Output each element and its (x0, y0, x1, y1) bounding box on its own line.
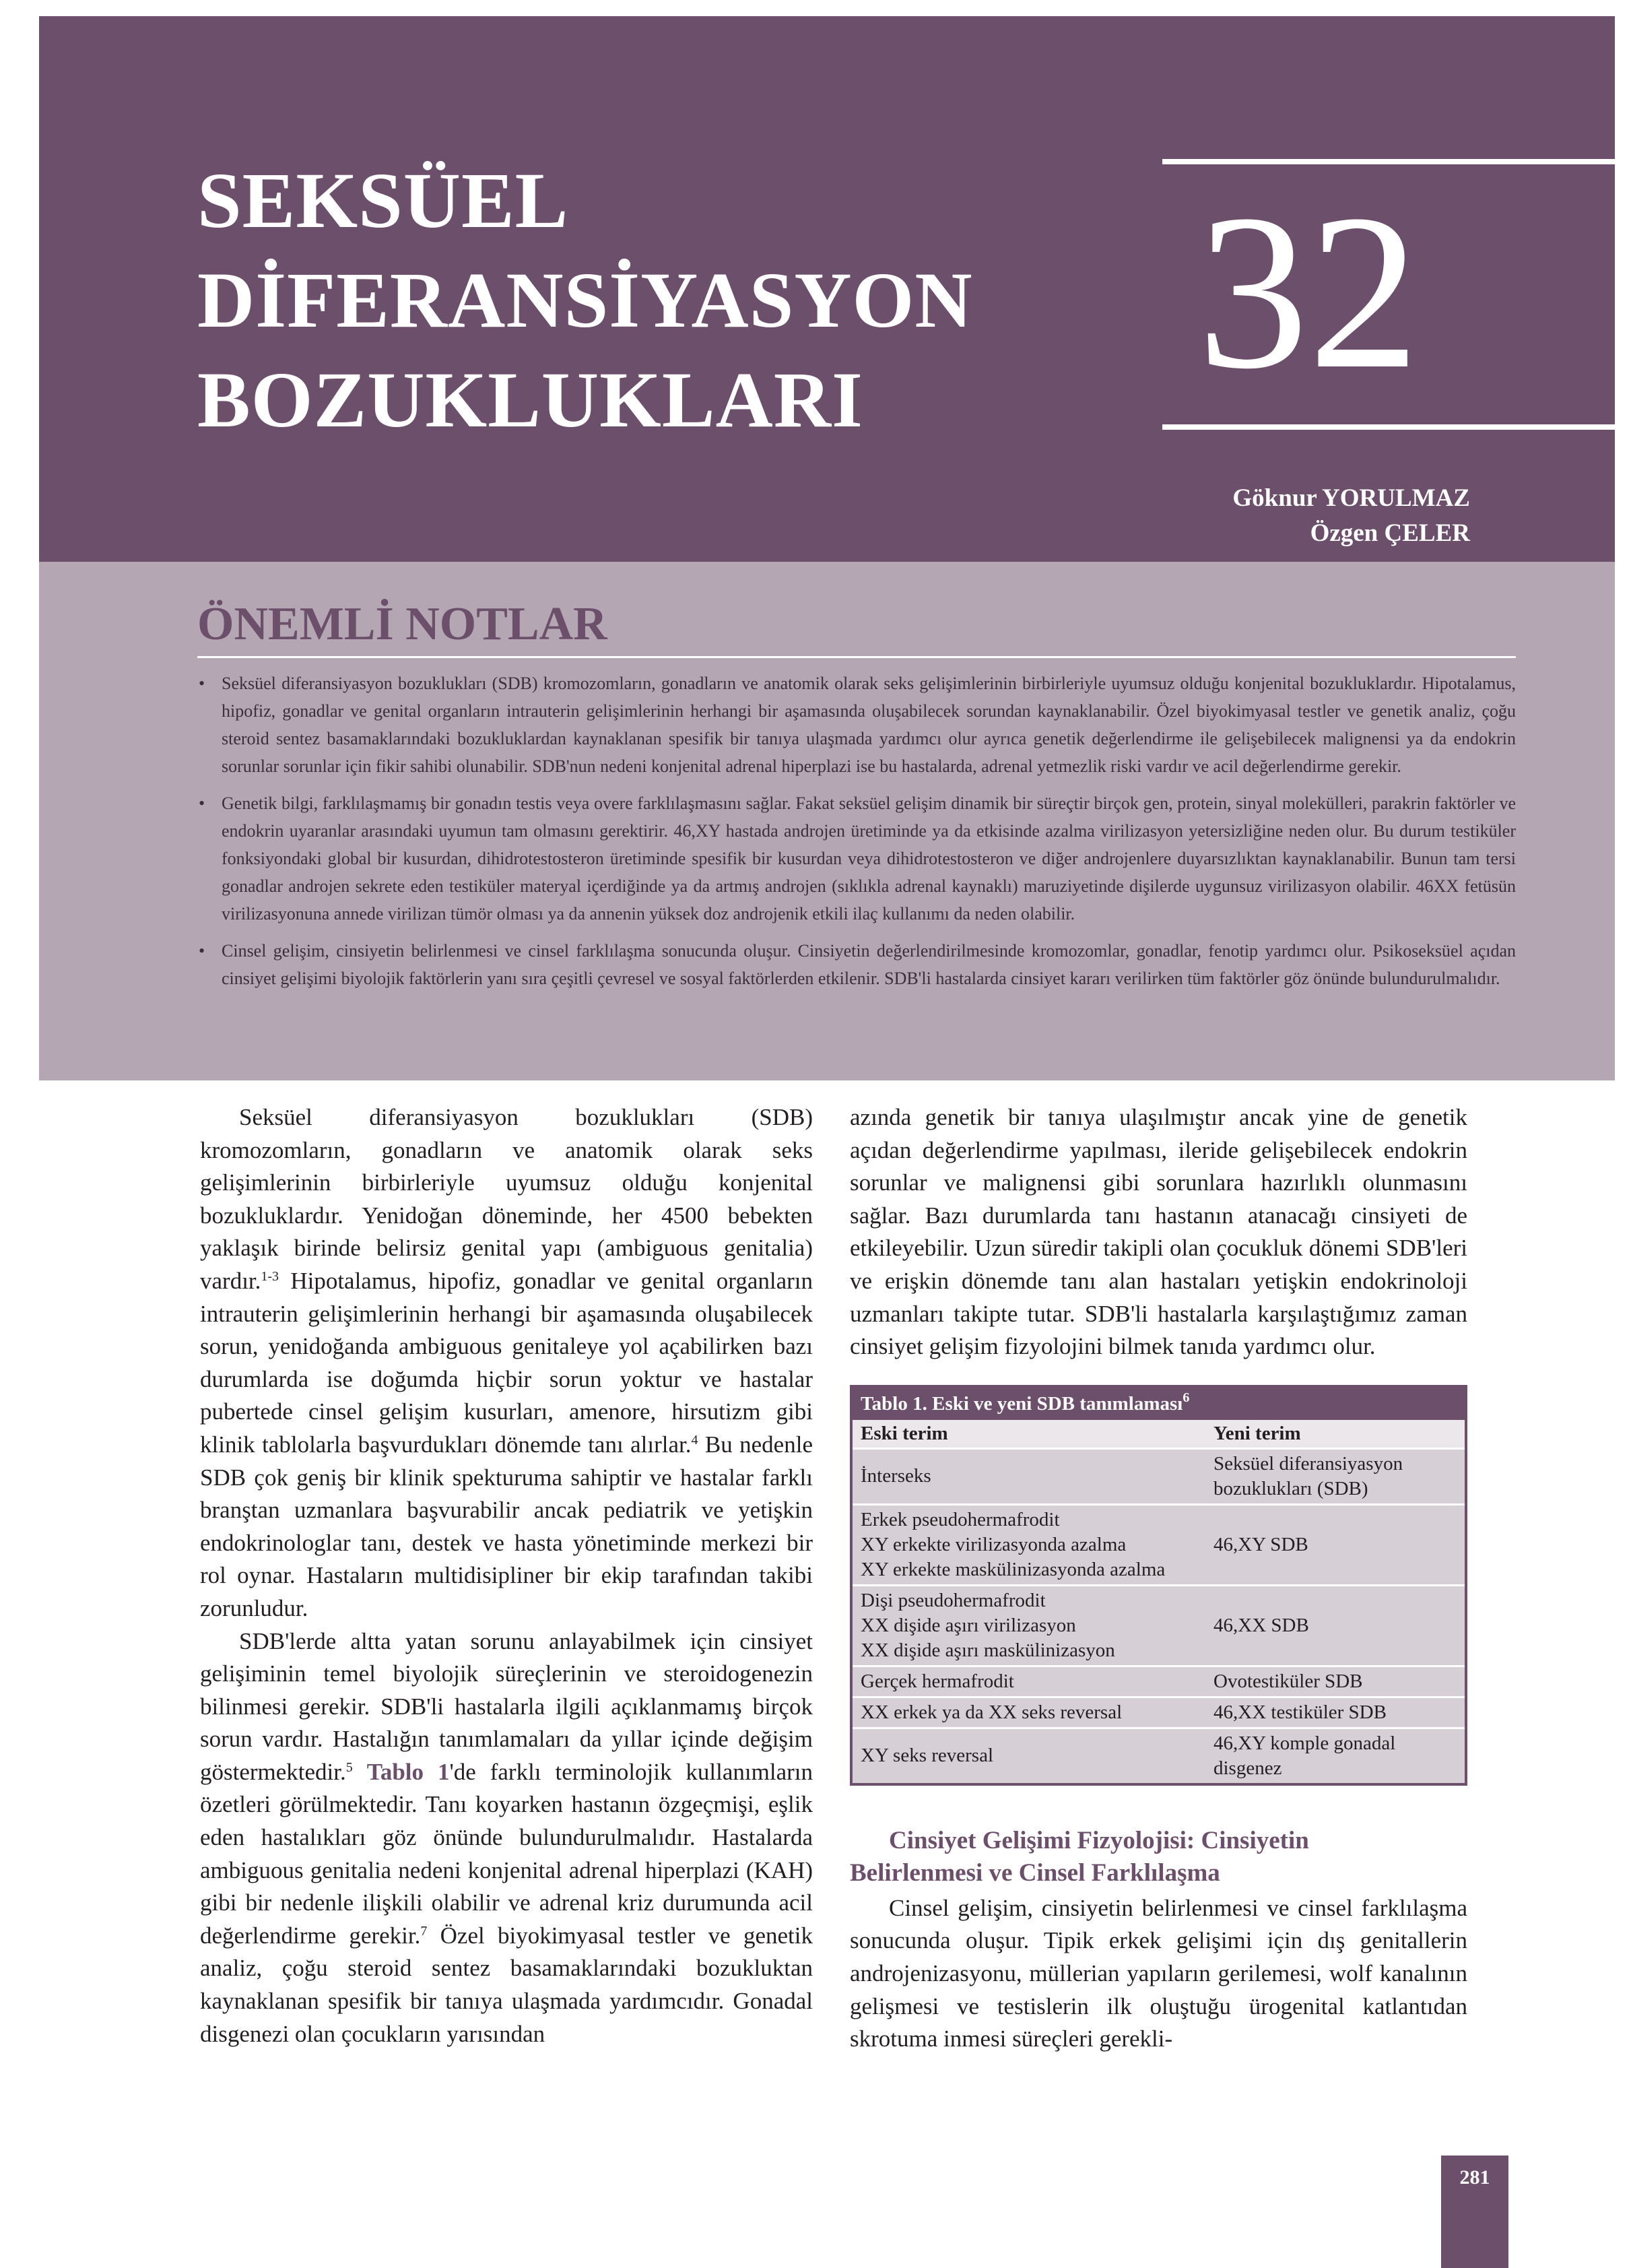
page-number: 281 (1441, 2156, 1508, 2268)
notes-list (197, 670, 1516, 1002)
citation: 7 (420, 1923, 428, 1939)
chapter-title (197, 151, 973, 450)
table-cell-old: XX erkek ya da XX seks reversal (853, 1697, 1205, 1728)
table-cell-new: 46,XY komple gonadal disgenez (1205, 1728, 1465, 1783)
table-header-cell: Yeni terim (1205, 1420, 1465, 1449)
table-cell-new: Seksüel diferansiyasyon bozuklukları (SDB) (1205, 1448, 1465, 1504)
table-cell-old: XY seks reversal (853, 1728, 1205, 1783)
body-paragraph: azında genetik bir tanıya ulaşılmıştır ancak yine de genetik açıdan değerlendirme yapılması, ileride gelişebilecek endokrin sorunlar ve malignensi gibi sorunlara hazırlıklı olunmasını sağlar. Bazı durumlarda tanı hastanın atanacağı cinsiyeti de etkileyebilir. Uzun süredir takipli olan çocukluk dönemi SDB'leri ve erişkin dönemde tanı alan hastaları yetişkin endokrinoloji uzmanları takipte tutar. SDB'li hastalarla karşılaştığımız zaman cinsiyet gelişim fizyolojini bilmek tanıda yardımcı olur. (850, 1104, 1467, 1360)
table-row (853, 1585, 1465, 1666)
body-column-right (850, 1101, 1467, 2056)
table-reference-link[interactable]: Tablo 1 (366, 1758, 450, 1785)
citation: 1-3 (261, 1268, 279, 1284)
note-item: • Cinsel gelişim, cinsiyetin belirlenmesi ve cinsel farklılaşma sonucunda oluşur. Cinsiyetin değerlendirilmesinde kromozomlar, gonadlar, fenotip yardımcı olur. Psikoseksüel açıdan cinsiyet gelişimi biyolojik faktörlerin yanı sıra çeşitli çevresel ve sosyal faktörlerden etkilenir. SDB'li hastalarda cinsiyet kararı verilirken tüm faktörler göz önünde bulundurulmalıdır. (197, 937, 1516, 992)
table-cell-new: 46,XX testiküler SDB (1205, 1697, 1465, 1728)
chapter-header (39, 16, 1615, 562)
chapter-number-rule-bottom (1162, 424, 1615, 430)
body-paragraph: SDB'lerde altta yatan sorunu anlayabilmek için cinsiyet gelişiminin temel biyolojik süreçlerinin ve steroidogenezin bilinmesi gerekir. SDB'li hastalarla ilgili açıklanmamış birçok sorun vardır. Hastalığın tanımlamaları da yıllar içinde değişim göstermektedir.$^5$ Tablo 1'de farklı terminolojik kullanımların özetleri görülmektedir. Tanı koyarken hastanın özgeçmişi, eşlik eden hastalıkları göz önünde bulundurulmalıdır. Hastalarda ambiguous genitalia nedeni konjenital adrenal hiperplazi (KAH) gibi bir nedenle ilişkili olabilir ve adrenal kriz durumunda acil değerlendirme gerekir.$^7$ Özel biyokimyasal testler ve genetik analiz, çoğu steroid sentez basamaklarındaki bozukluktan kaynaklanan spesifik bir tanıya ulaşmada yardımcıdır. Gonadal disgenezi olan çocukların yarısından (200, 1627, 813, 2047)
table-1 (850, 1385, 1467, 1786)
chapter-number-rule-top (1162, 159, 1615, 164)
title-line: SEKSÜEL (197, 156, 569, 245)
notes-divider (197, 656, 1516, 658)
table-cell-old: Erkek pseudohermafrodit XY erkekte virilizasyonda azalma XY erkekte maskülinizasyonda azalma (853, 1504, 1205, 1585)
citation: 4 (691, 1432, 698, 1448)
table-row (853, 1504, 1465, 1585)
table-row (853, 1697, 1465, 1728)
table-cell-old: Gerçek hermafrodit (853, 1666, 1205, 1697)
table-cell-new: 46,XX SDB (1205, 1585, 1465, 1666)
body-paragraph: Seksüel diferansiyasyon bozuklukları (SDB) kromozomların, gonadların ve anatomik olarak seks gelişimlerinin birbirleriyle uyumsuz olduğu konjenital bozukluklardır. Yenidoğan döneminde, her 4500 bebekten yaklaşık birinde belirsiz genital yapı (ambiguous genitalia) vardır.$^{1-3}$ Hipotalamus, hipofiz, gonadlar ve genital organların intrauterin gelişimlerinin herhangi bir aşamasında oluşabilecek sorun, yenidoğanda ambiguous genitaleye yol açabilirken bazı durumlarda ise doğumda hiçbir sorun yoktur ve hastalar pubertede cinsel gelişim kusurları, amenore, hirsutizm gibi klinik tablolarla başvurdukları dönemde tanı alırlar.$^4$ Bu nedenle SDB çok geniş bir klinik spekturuma sahiptir ve hastalar farklı branştan uzmanlara başvurabilir ancak pediatrik ve yetişkin endokrinologlar tanı, destek ve hasta yönetiminde merkezi bir rol oynar. Hastaların multidisipliner bir ekip tarafından takibi zorunludur. (200, 1104, 813, 1621)
citation: 5 (345, 1759, 353, 1775)
table-cell-old: Dişi pseudohermafrodit XX dişide aşırı virilizasyon XX dişide aşırı maskülinizasyon (853, 1585, 1205, 1666)
table-cell-new: Ovotestiküler SDB (1205, 1666, 1465, 1697)
table-cell-new: 46,XY SDB (1205, 1504, 1465, 1585)
title-line: DİFERANSİYASYON (197, 256, 973, 344)
title-line: BOZUKLUKLARI (197, 356, 863, 444)
table-header-row (853, 1420, 1465, 1449)
table-cell-old: İnterseks (853, 1448, 1205, 1504)
note-item: • Genetik bilgi, farklılaşmamış bir gonadın testis veya overe farklılaşmasını sağlar. Fakat seksüel gelişim dinamik bir süreçtir birçok gen, protein, sinyal molekülleri, parakrin faktörler ve endokrin uyaranlar arasındaki uyumun tam olmasını gerektirir. 46,XY hastada androjen üretiminde ya da etkisinde azalma virilizasyon yetersizliğine neden olur. Bu durum testiküler fonksiyondaki global bir kusurdan, dihidrotestosteron üretiminde spesifik bir kusurdan veya dihidrotestosteron ve diğer androjenlere duyarsızlıktan kaynaklanabilir. Bunun tam tersi gonadlar androjen sekrete eden testiküler materyal içerdiğinde ya da artmış androjen (sıklıkla adrenal kaynaklı) maruziyetinde dişilerde uygunsuz virilizasyon olabilir. 46XX fetüsün virilizasyonuna annede virilizan tümör olması ya da annenin yüksek doz androjenik etkili ilaç kullanımı da neden olabilir. (197, 789, 1516, 928)
table-row (853, 1448, 1465, 1504)
authors (1232, 481, 1470, 551)
author-name: Göknur YORULMAZ (1232, 484, 1470, 512)
notes-title: ÖNEMLİ NOTLAR (197, 598, 607, 650)
author-name: Özgen ÇELER (1310, 519, 1470, 547)
important-notes-box (39, 562, 1615, 1080)
terminology-table (853, 1420, 1465, 1783)
section-subheading: Cinsiyet Gelişimi Fizyolojisi: Cinsiyetin Belirlenmesi ve Cinsel Farklılaşma (850, 1826, 1309, 1887)
table-row (853, 1666, 1465, 1697)
body-paragraph: Cinsel gelişim, cinsiyetin belirlenmesi ve cinsel farklılaşma sonucunda oluşur. Tipik erkek gelişimi için dış genitallerin androjenizasyonu, müllerian yapıların gerilemesi, wolf kanalının gelişmesi ve testislerin ilk oluştuğu ürogenital katlantıdan skrotuma inmesi süreçleri gerekli- (850, 1894, 1467, 2052)
table-caption: Tablo 1. Eski ve yeni SDB tanımlaması$^6$ (853, 1388, 1465, 1420)
chapter-number: 32 (1197, 169, 1420, 415)
table-header-cell: Eski terim (853, 1420, 1205, 1449)
table-row (853, 1728, 1465, 1783)
note-item: • Seksüel diferansiyasyon bozuklukları (SDB) kromozomların, gonadların ve anatomik olarak seks gelişimlerinin birbirleriyle uyumsuz olduğu konjenital bozukluklardır. Hipotalamus, hipofiz, gonadlar ve genital organların intrauterin gelişimlerinin herhangi bir aşamasında oluşabilecek sorundan kaynaklanabilir. Özel biyokimyasal testler ve genetik analiz, çoğu steroid sentez basamaklarındaki bozukluklardan kaynaklanan spesifik bir tanıya ulaşmada yardımcı olur ayrıca genetik değerlendirme ile gelişebilecek malignensi ya da endokrin sorunlar sorunlar için fikir sahibi olunabilir. SDB'nun nedeni konjenital adrenal hiperplazi ise bu hastalarda, adrenal yetmezlik riski vardır ve acil değerlendirme gerekir. (197, 670, 1516, 780)
body-column-left (200, 1101, 813, 2050)
